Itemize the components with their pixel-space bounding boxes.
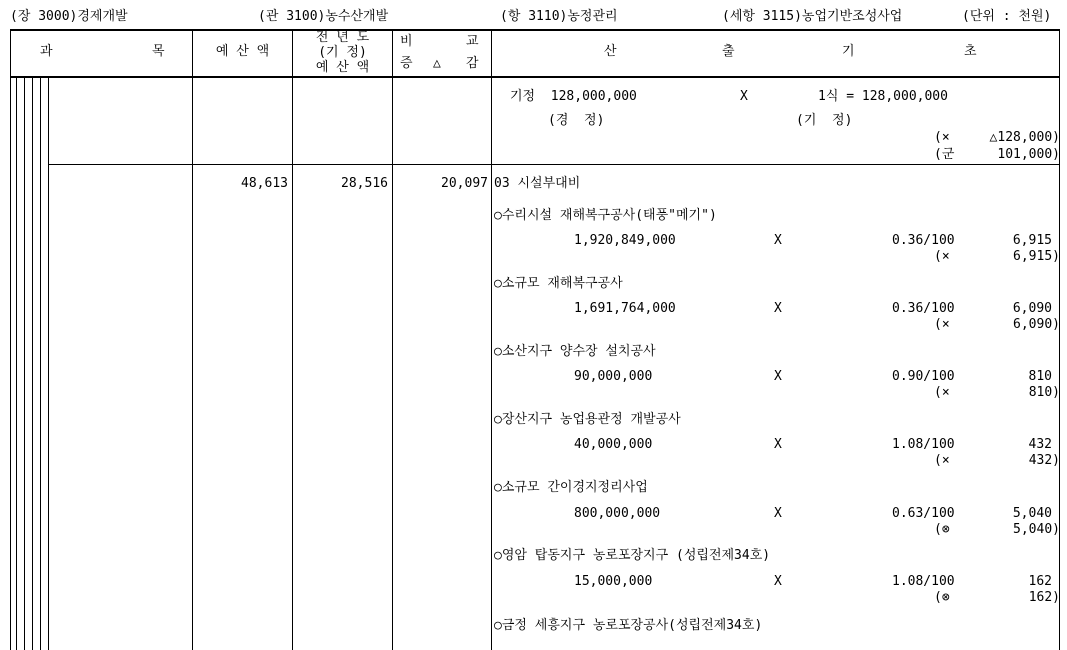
- sec1-line4-b: 101,000): [997, 147, 1060, 162]
- item-rate: 0.63/100: [892, 506, 955, 521]
- item-name: ○장산지구 농업용관정 개발공사: [494, 412, 681, 427]
- item-value: 6,915: [1012, 233, 1052, 248]
- header-hang: (항 3110)농정관리: [500, 9, 618, 24]
- item-x: X: [774, 574, 782, 589]
- col-header-comp-1a: 비: [400, 34, 413, 49]
- hierarchy-line: [48, 77, 49, 650]
- col-header-comp-2c: 감: [466, 56, 479, 71]
- col-header-basis-2: 출: [722, 44, 735, 59]
- item-name: ○소규모 간이경지정리사업: [494, 480, 648, 495]
- header-jang: (장 3000)경제개발: [10, 9, 128, 24]
- col-header-prev-3: 예 산 액: [315, 60, 370, 75]
- item-value-sub: 6,915): [1013, 249, 1060, 264]
- item-value: 162: [1028, 574, 1052, 589]
- col-header-prev-2: (기 정): [318, 45, 367, 60]
- item-sub: (×: [934, 317, 950, 332]
- item-value-sub: 432): [1028, 453, 1060, 468]
- item-value-sub: 5,040): [1013, 522, 1060, 537]
- item-x: X: [774, 506, 782, 521]
- item-sub: (×: [934, 249, 950, 264]
- item-value-sub: 810): [1028, 385, 1060, 400]
- col-header-gwamok-1: 과: [40, 44, 53, 59]
- sec2-budget: 48,613: [241, 176, 288, 191]
- sec2-prev: 28,516: [341, 176, 388, 191]
- table-right-border: [1059, 29, 1060, 650]
- item-x: X: [774, 301, 782, 316]
- item-value: 432: [1028, 437, 1052, 452]
- sec1-line2-left: (경 정): [548, 113, 605, 128]
- col-divider-basis: [491, 29, 492, 650]
- item-x: X: [774, 437, 782, 452]
- col-header-gwamok-2: 목: [152, 44, 165, 59]
- table-top-border: [10, 29, 1060, 31]
- item-amount: 90,000,000: [574, 369, 653, 384]
- col-header-comp-2b: △: [433, 56, 441, 71]
- sec1-line4-a: (군: [934, 147, 955, 162]
- item-name: ○소규모 재해복구공사: [494, 276, 623, 291]
- item-rate: 1.08/100: [892, 437, 955, 452]
- col-divider-comp: [392, 29, 393, 650]
- item-value: 810: [1028, 369, 1052, 384]
- item-rate: 1.08/100: [892, 574, 955, 589]
- item-amount: 800,000,000: [574, 506, 661, 521]
- item-sub: (⊗: [934, 590, 950, 605]
- item-amount: 15,000,000: [574, 574, 653, 589]
- col-header-prev-1: 전 년 도: [315, 30, 370, 45]
- item-sub: (⊗: [934, 522, 950, 537]
- header-unit: (단위 : 천원): [962, 9, 1052, 24]
- header-sehang: (세항 3115)농업기반조성사업: [722, 9, 903, 24]
- col-divider-prev: [292, 29, 293, 650]
- item-x: X: [774, 369, 782, 384]
- col-header-basis-4: 초: [964, 44, 977, 59]
- sec2-diff: 20,097: [441, 176, 488, 191]
- table-left-border: [10, 29, 11, 650]
- section-divider: [48, 164, 1060, 165]
- hierarchy-line: [24, 77, 25, 650]
- sec1-line2-right: (기 정): [796, 113, 853, 128]
- sec1-line1-label: 기정 128,000,000: [510, 89, 637, 104]
- hierarchy-line: [16, 77, 17, 650]
- item-name: ○소산지구 양수장 설치공사: [494, 344, 656, 359]
- col-header-basis-1: 산: [604, 44, 617, 59]
- col-header-budget: 예 산 액: [215, 44, 270, 59]
- item-name: ○수리시설 재해복구공사(태풍"메기"): [494, 208, 717, 223]
- header-bottom-border: [10, 76, 1060, 78]
- item-value-sub: 162): [1028, 590, 1060, 605]
- item-name: ○금정 세흥지구 농로포장공사(성립전제34호): [494, 618, 763, 633]
- col-header-basis-3: 기: [842, 44, 855, 59]
- item-amount: 40,000,000: [574, 437, 653, 452]
- sec1-line1-x: X: [740, 89, 748, 104]
- sec1-line1-calc: 1식 = 128,000,000: [818, 89, 948, 104]
- item-value: 5,040: [1012, 506, 1052, 521]
- item-name: ○영암 탑동지구 농로포장지구 (성립전제34호): [494, 548, 771, 563]
- item-rate: 0.90/100: [892, 369, 955, 384]
- item-amount: 1,920,849,000: [574, 233, 676, 248]
- col-header-comp-2a: 증: [400, 56, 413, 71]
- item-value-sub: 6,090): [1013, 317, 1060, 332]
- col-divider-budget: [192, 29, 193, 650]
- item-rate: 0.36/100: [892, 301, 955, 316]
- sec1-line3-a: (×: [934, 130, 950, 145]
- item-sub: (×: [934, 385, 950, 400]
- item-value: 6,090: [1012, 301, 1052, 316]
- hierarchy-line: [40, 77, 41, 650]
- sec2-title: 03 시설부대비: [494, 176, 581, 191]
- col-header-comp-1b: 교: [466, 34, 479, 49]
- sec1-line3-b: △128,000): [989, 130, 1060, 145]
- item-amount: 1,691,764,000: [574, 301, 676, 316]
- item-sub: (×: [934, 453, 950, 468]
- header-gwan: (관 3100)농수산개발: [258, 9, 389, 24]
- item-x: X: [774, 233, 782, 248]
- hierarchy-line: [32, 77, 33, 650]
- item-rate: 0.36/100: [892, 233, 955, 248]
